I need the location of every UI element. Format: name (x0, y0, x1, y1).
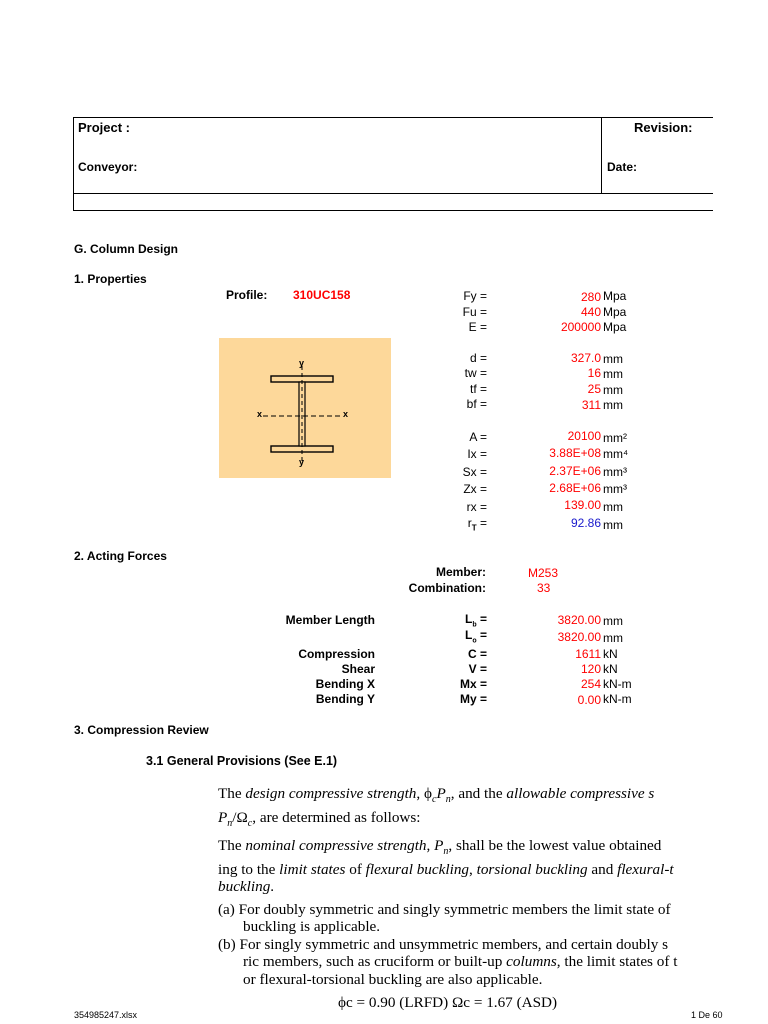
lb-symbol (427, 612, 487, 628)
bending-x-symbol: Mx = (459, 677, 487, 691)
lo-symbol-eq: = (476, 628, 487, 642)
d-value: 327.0 (570, 351, 601, 365)
excerpt-math: P (218, 808, 228, 826)
rt-label (417, 516, 487, 532)
excerpt-formula: ϕc = 0.90 (LRFD) Ωc = 1.67 (ASD) (338, 994, 558, 1012)
lo-value: 3820.00 (557, 630, 601, 644)
bf-label: bf = (466, 397, 487, 411)
sx-unit: mm³ (603, 465, 627, 479)
axis-x-left: x (257, 409, 263, 419)
tw-value: 16 (587, 366, 601, 380)
excerpt-term: flexural buckling (365, 860, 470, 878)
lb-symbol-main: L (465, 612, 473, 626)
bf-value: 311 (581, 398, 601, 412)
a-value: 20100 (567, 429, 601, 443)
project-label: Project : (78, 120, 131, 135)
excerpt-term: flexural-t (617, 860, 674, 878)
excerpt-math: P (436, 785, 446, 802)
a-label: A = (469, 430, 487, 444)
axis-y-bottom: y (299, 457, 305, 467)
compression-review-heading: 3. Compression Review (74, 723, 209, 737)
lo-symbol-sub: o (472, 637, 477, 645)
excerpt-text: The (218, 785, 246, 802)
rt-label-eq: = (476, 516, 487, 530)
rx-label: rx = (466, 500, 487, 514)
bf-unit: mm (603, 398, 623, 412)
shear-unit: kN (603, 662, 618, 676)
bending-x-label: Bending X (315, 677, 375, 691)
i-section-diagram (219, 338, 391, 478)
d-unit: mm (603, 352, 623, 366)
rt-unit: mm (603, 518, 623, 532)
excerpt-text: , shall be the lowest value obtained (448, 837, 662, 855)
bending-y-symbol: My = (459, 692, 487, 706)
fu-value: 440 (580, 305, 601, 319)
sx-label: Sx = (462, 465, 487, 479)
header-box (73, 117, 713, 211)
tf-label: tf = (469, 382, 487, 396)
excerpt-text: , the limit states of t (556, 953, 678, 971)
footer-filename: 354985247.xlsx (74, 1010, 138, 1020)
compression-symbol: C = (467, 647, 487, 661)
tf-value: 25 (587, 382, 601, 396)
bending-x-unit: kN-m (603, 677, 632, 691)
general-provisions-heading (146, 754, 337, 768)
excerpt-text: . (270, 878, 275, 896)
excerpt-term: allowable compressive s (506, 785, 655, 802)
lo-symbol (427, 628, 487, 644)
axis-y-top: y (299, 358, 305, 368)
excerpt-term: torsional buckling (476, 860, 588, 878)
excerpt-term: buckling (218, 878, 271, 896)
axis-x-right: x (343, 409, 349, 419)
excerpt-line-5 (218, 878, 768, 896)
excerpt-math: P (434, 837, 444, 855)
excerpt-text: /Ω (232, 808, 248, 826)
compression-value: 1611 (575, 647, 601, 661)
excerpt-line-8: (b) For singly symmetric and unsymmetric members, and certain doubly s (218, 935, 669, 953)
bending-x-value: 254 (580, 677, 601, 691)
excerpt-line-9 (218, 953, 768, 971)
rx-value: 139.00 (564, 498, 601, 512)
excerpt-text: ric members, such as cruciform or built-up (243, 953, 507, 971)
forces-heading: 2. Acting Forces (74, 549, 167, 563)
shear-symbol: V = (468, 662, 487, 676)
fy-label: Fy = (463, 289, 487, 303)
ix-label: Ix = (467, 447, 487, 461)
fu-label: Fu = (462, 305, 487, 319)
excerpt-line-10: or flexural-torsional buckling are also applicable. (243, 970, 543, 988)
properties-heading: 1. Properties (74, 272, 147, 286)
bending-y-unit: kN-m (603, 692, 632, 706)
lb-value: 3820.00 (557, 613, 601, 627)
tw-unit: mm (603, 367, 623, 381)
combination-value: 33 (537, 581, 551, 595)
excerpt-sub: n (227, 817, 233, 829)
rt-label-main: r (467, 516, 472, 530)
excerpt-sub: n (445, 794, 451, 806)
a-unit: mm² (603, 431, 627, 445)
excerpt-term: design compressive strength (245, 785, 417, 802)
lo-unit: mm (603, 631, 623, 645)
tf-unit: mm (603, 383, 623, 397)
revision-label: Revision: (634, 120, 693, 135)
lb-symbol-sub: b (472, 621, 477, 629)
excerpt-sub: c (247, 817, 253, 829)
excerpt-term: limit states (279, 860, 346, 878)
excerpt-sub: n (443, 846, 449, 858)
date-label: Date: (607, 160, 638, 174)
excerpt-text: , (469, 860, 477, 878)
rt-label-sub: T (471, 523, 477, 533)
e-unit: Mpa (603, 320, 627, 334)
excerpt-text: The (218, 837, 246, 855)
excerpt-text: , (426, 837, 435, 855)
e-label: E = (468, 320, 487, 334)
excerpt-sub: c (432, 794, 437, 806)
excerpt-text: , and the (450, 785, 507, 802)
ix-value: 3.88E+08 (549, 446, 601, 460)
zx-label: Zx = (463, 482, 487, 496)
footer-page-number: 1 De 60 (691, 1010, 723, 1020)
fy-value: 280 (580, 290, 601, 304)
e-value: 200000 (560, 320, 601, 334)
sx-value: 2.37E+06 (549, 464, 601, 478)
fu-unit: Mpa (603, 305, 627, 319)
lb-symbol-eq: = (476, 612, 487, 626)
excerpt-term: nominal compressive strength (245, 837, 427, 855)
general-provisions-number: 3.1 (146, 754, 164, 768)
excerpt-text: of (345, 860, 366, 878)
ix-unit: mm⁴ (603, 447, 629, 461)
d-label: d = (469, 351, 487, 365)
excerpt-line-7: buckling is applicable. (243, 918, 381, 936)
combination-label: Combination: (408, 581, 486, 595)
rt-value: 92.86 (570, 516, 601, 530)
profile-label: Profile: (226, 288, 268, 302)
rx-unit: mm (603, 500, 623, 514)
lb-unit: mm (603, 614, 623, 628)
member-value: M253 (528, 566, 559, 580)
member-label: Member: (435, 565, 486, 579)
bending-y-value: 0.00 (577, 693, 601, 707)
member-length-label: Member Length (285, 613, 375, 627)
lo-symbol-main: L (465, 628, 473, 642)
conveyor-label: Conveyor: (78, 160, 138, 174)
zx-value: 2.68E+06 (549, 481, 601, 495)
excerpt-line-1 (218, 785, 768, 809)
bending-y-label: Bending Y (315, 692, 375, 706)
excerpt-text: ing to the (218, 860, 280, 878)
excerpt-line-2 (218, 809, 768, 833)
excerpt-text: and (587, 860, 618, 878)
general-provisions-title: General Provisions (See E.1) (166, 754, 338, 768)
excerpt-term: columns (506, 953, 557, 971)
shear-label: Shear (341, 662, 375, 676)
compression-unit: kN (603, 647, 618, 661)
fy-unit: Mpa (603, 289, 627, 303)
excerpt-line-4 (218, 861, 768, 879)
zx-unit: mm³ (603, 482, 627, 496)
compression-label: Compression (298, 647, 375, 661)
excerpt-text: , ϕ (416, 785, 432, 802)
excerpt-text: , are determined as follows: (252, 808, 421, 826)
excerpt-line-3 (218, 837, 768, 861)
profile-value: 310UC158 (293, 288, 351, 302)
excerpt-line-6: (a) For doubly symmetric and singly symmetric members the limit state of (218, 900, 671, 918)
tw-label: tw = (464, 366, 487, 380)
spec-excerpt (218, 785, 768, 1012)
section-g-heading: G. Column Design (74, 242, 179, 256)
shear-value: 120 (580, 662, 601, 676)
